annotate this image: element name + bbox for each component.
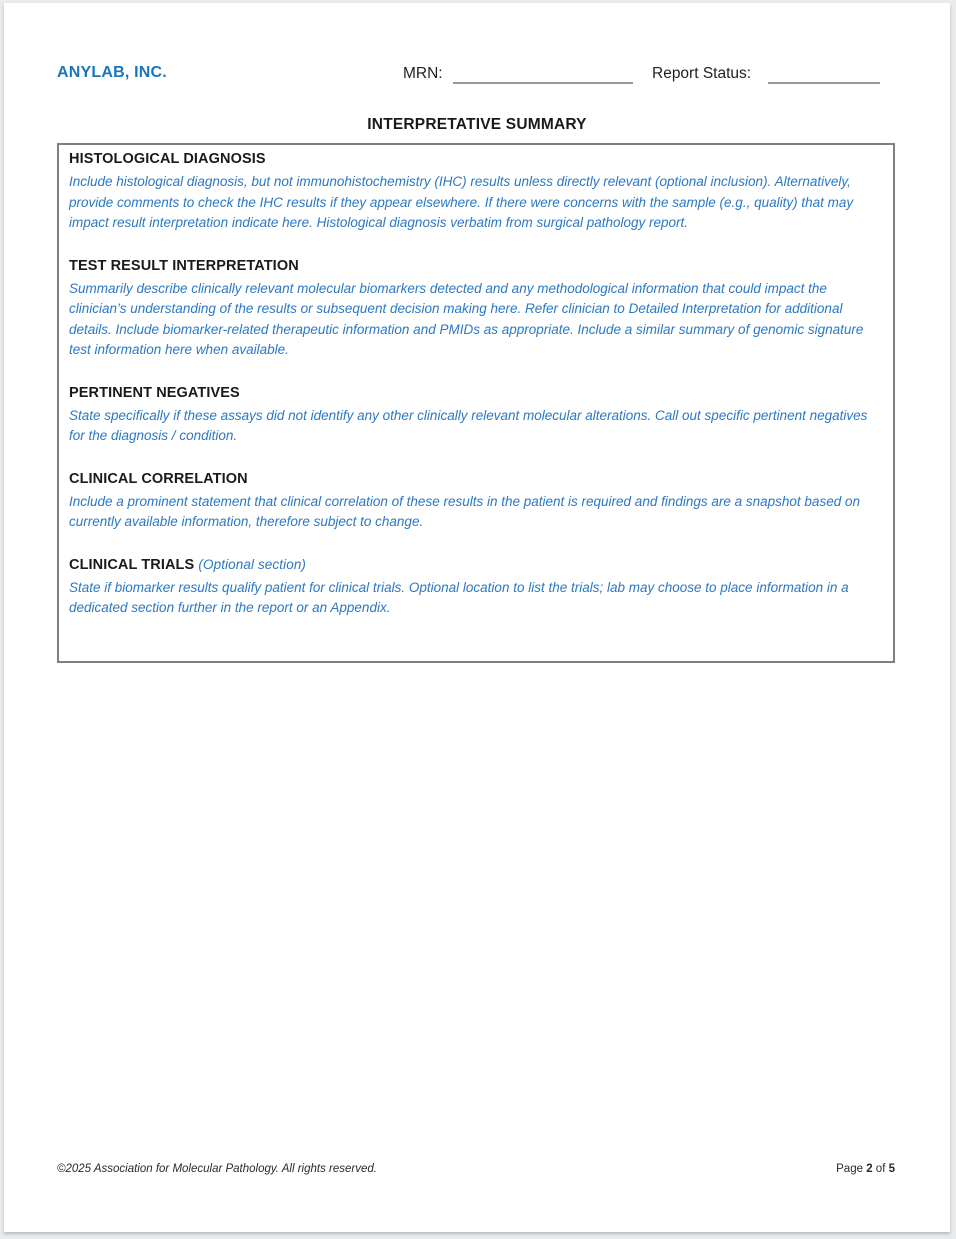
copyright-notice: ©2025 Association for Molecular Pathology. All rights reserved. [57, 1163, 377, 1175]
of-word: of [875, 1163, 886, 1175]
section-body: State if biomarker results qualify patient for clinical trials. Optional location to list the trials; lab may choose to place information in a dedicated section further in the report or an Appendix. [69, 579, 849, 615]
section-heading: HISTOLOGICAL DIAGNOSIS [69, 151, 266, 167]
report-status-label: Report Status: [652, 65, 752, 82]
report-page [4, 3, 950, 1232]
section-heading [69, 557, 881, 573]
section-pertinent-negatives [69, 385, 881, 447]
interpretative-summary-box [57, 143, 895, 663]
page-title: INTERPRETATIVE SUMMARY [367, 116, 587, 133]
section-body: Include histological diagnosis, but not immunohistochemistry (IHC) results unless directly relevant (optional inclusion). Alternatively, provide comments to check the IHC results if they appear elsewhere. If there were concerns with the sample (e.g., quality) that may impact result interpretation indicate here. Histological diagnosis verbatim from surgical pathology report. [69, 174, 854, 230]
page-number-indicator [836, 1163, 895, 1175]
section-clinical-correlation [69, 471, 881, 533]
mrn-fill-line [453, 82, 633, 84]
lab-name: ANYLAB, INC. [57, 64, 167, 81]
section-test-result-interpretation [69, 258, 881, 361]
section-heading: TEST RESULT INTERPRETATION [69, 257, 299, 274]
section-body: State specifically if these assays did not identify any other clinically relevant molecular alterations. Call out specific pertinent negatives for the diagnosis / condition. [69, 407, 868, 443]
mrn-label: MRN: [403, 65, 443, 82]
section-body: Summarily describe clinically relevant molecular biomarkers detected and any methodological information that could impact the clinician’s understanding of the results or subsequent decision making here. Refer clinician to Detailed Interpretation for additional details. Include biomarker-related therapeutic information and PMIDs as appropriate. Include a similar summary of genomic signature test information here when available. [69, 280, 864, 357]
section-heading-text: CLINICAL TRIALS [69, 556, 195, 573]
report-status-fill-line [768, 82, 880, 84]
current-page-number: 2 [866, 1163, 873, 1175]
section-body: Include a prominent statement that clinical correlation of these results in the patient is required and findings are a snapshot based on currently available information, therefore subject to change. [69, 493, 860, 529]
total-page-count: 5 [888, 1163, 895, 1175]
page-word: Page [836, 1163, 863, 1175]
section-clinical-trials [69, 557, 881, 619]
section-heading: PERTINENT NEGATIVES [69, 384, 240, 401]
section-heading-note: (Optional section) [198, 556, 307, 572]
section-heading: CLINICAL CORRELATION [69, 470, 248, 487]
section-histological-diagnosis [69, 151, 881, 234]
